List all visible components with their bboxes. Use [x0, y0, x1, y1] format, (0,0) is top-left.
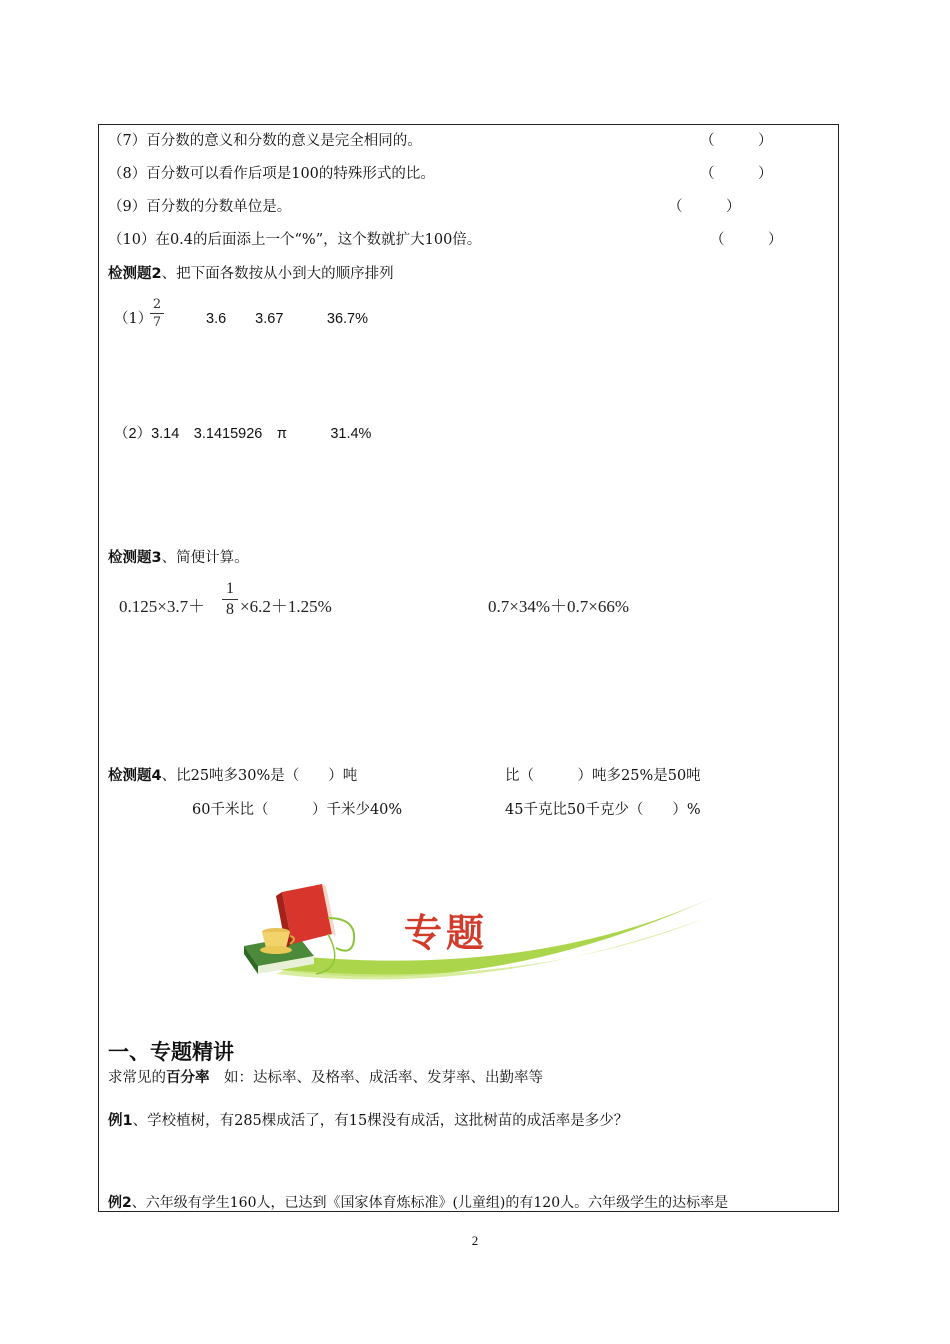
- banner-title: 专题: [404, 910, 489, 955]
- ex1-text: 、学校植树，有285棵成活了，有15棵没有成活，这批树苗的成活率是多少？: [132, 1113, 629, 1129]
- q2-row2: （2）3.14 3.1415926 π 31.4%: [114, 426, 372, 442]
- topic-banner: [236, 878, 726, 1000]
- q3-expr2: 0.7×34%＋0.7×66%: [488, 597, 629, 616]
- page-number: 2: [471, 1233, 479, 1248]
- judge-item-9: （9）百分数的分数单位是。: [108, 199, 292, 215]
- q2-row1-prefix: （1）: [114, 311, 153, 327]
- fraction-bar: [222, 599, 238, 600]
- ex1-label: 例1: [108, 1113, 133, 1129]
- intro-part-b: 如：达标率、及格率、成活率、发芽率、出勤率等: [209, 1070, 543, 1086]
- q3-text: 、简便计算。: [161, 550, 249, 566]
- q4-label: 检测题4: [108, 768, 162, 784]
- q3-frac-den: 8: [226, 601, 234, 618]
- ex2-text: 、六年级有学生160人，已达到《国家体育炼标准》(儿童组)的有120人。六年级学生的达标率是: [131, 1195, 729, 1211]
- q4-d: 45千克比50千克少（ ）%: [505, 802, 701, 818]
- q2-frac-num: 2: [152, 297, 162, 312]
- q4-line-a: [108, 764, 357, 785]
- judge-bracket-10: （ ）: [710, 232, 783, 248]
- fraction-bar: [150, 313, 164, 314]
- section-intro: [108, 1066, 543, 1087]
- q2-label: 检测题2: [108, 266, 162, 282]
- ex2-label: 例2: [108, 1195, 132, 1211]
- q3-expr1-part2: ×6.2＋1.25%: [240, 597, 332, 616]
- example-1: [108, 1109, 628, 1130]
- q3-expr1-part1: 0.125×3.7＋: [119, 597, 206, 616]
- judge-item-10: （10）在0.4的后面添上一个“%”，这个数就扩大100倍。: [108, 232, 482, 248]
- q2-title: [108, 262, 394, 283]
- q4-b: 比（ ）吨多25%是50吨: [505, 768, 701, 784]
- q3-frac-num: 1: [226, 580, 234, 597]
- judge-bracket-9: （ ）: [668, 199, 741, 215]
- intro-bold: 百分率: [166, 1070, 210, 1086]
- q2-text: 、把下面各数按从小到大的顺序排列: [161, 266, 394, 282]
- q3-title: [108, 546, 249, 567]
- q3-fraction: [222, 581, 238, 618]
- example-2: [108, 1192, 728, 1212]
- q4-c: 60千米比（ ）千米少40%: [192, 802, 403, 818]
- q3-label: 检测题3: [108, 550, 162, 566]
- q2-row1-values: 3.6 3.67 36.7%: [206, 311, 368, 327]
- judge-item-7: （7）百分数的意义和分数的意义是完全相同的。: [108, 133, 422, 149]
- section-heading: 一、专题精讲: [108, 1040, 234, 1064]
- judge-bracket-7: （ ）: [700, 133, 773, 149]
- judge-bracket-8: （ ）: [700, 166, 773, 182]
- q4-a: 、比25吨多30%是（ ）吨: [161, 768, 358, 784]
- judge-item-8: （8）百分数可以看作后项是100的特殊形式的比。: [108, 166, 435, 182]
- q2-fraction: [150, 298, 164, 329]
- q2-frac-den: 7: [152, 315, 162, 330]
- intro-part-a: 求常见的: [108, 1070, 166, 1086]
